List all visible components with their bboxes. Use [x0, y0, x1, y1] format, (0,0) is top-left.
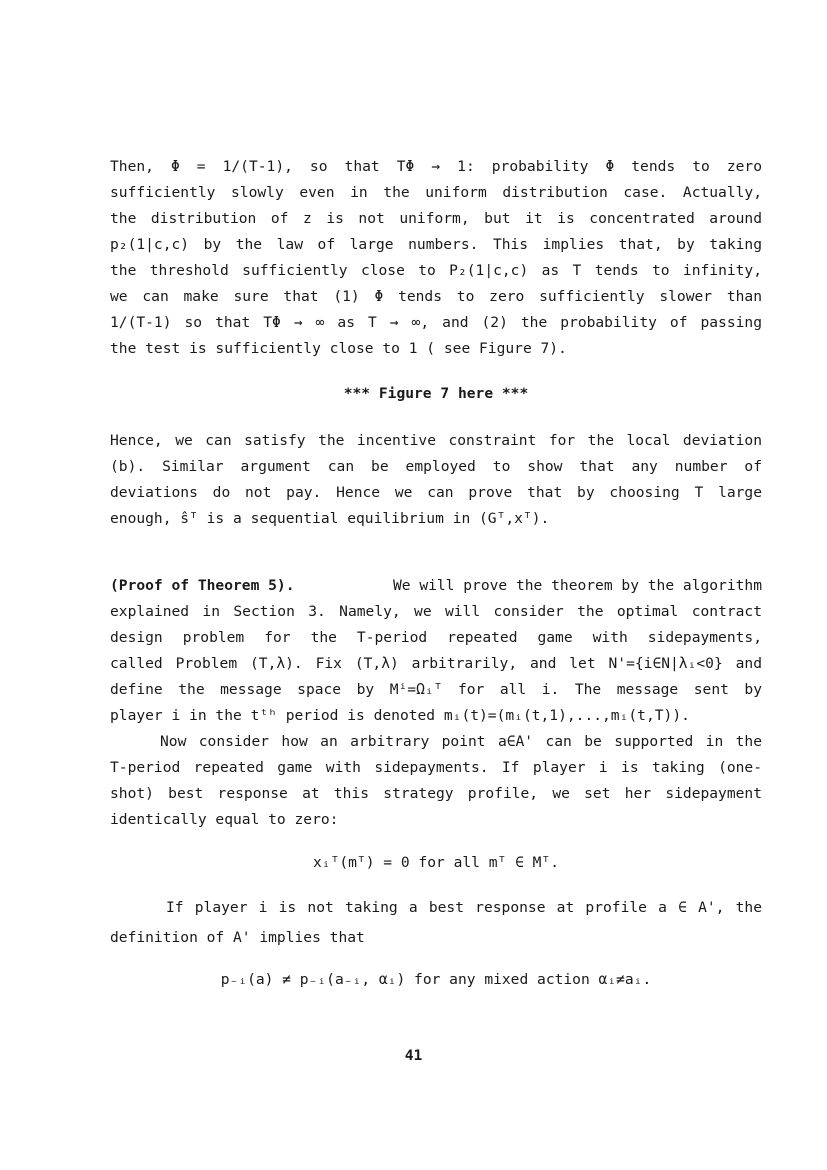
equation-sidepayment-zero: xᵢᵀ(mᵀ) = 0 for all mᵀ ∈ Mᵀ.: [312, 854, 559, 871]
text-line: 1/(T-1) so that TΦ → ∞ as T → ∞, and (2) the probability of passing: [110, 314, 762, 331]
text-line: identically equal to zero:: [110, 811, 339, 828]
text-line: Then, Φ = 1/(T-1), so that TΦ → 1: probability Φ tends to zero: [110, 158, 762, 175]
text-line: player i in the tᵗʰ period is denoted mᵢ(t)=(mᵢ(t,1),...,mᵢ(t,T)).: [110, 707, 690, 724]
text-line: the test is sufficiently close to 1 ( see Figure 7).: [110, 340, 567, 357]
text-line: (b). Similar argument can be employed to show that any number of: [110, 458, 762, 475]
text-line: design problem for the T-period repeated game with sidepayments,: [110, 629, 762, 646]
text-line: called Problem (T,λ). Fix (T,λ) arbitrarily, and let N'={i∈N|λᵢ<0} and: [110, 655, 762, 672]
text-line: Hence, we can satisfy the incentive constraint for the local deviation: [110, 432, 762, 449]
text-line: define the message space by Mⁱ=Ωᵢᵀ for all i. The message sent by: [110, 681, 762, 698]
proof-heading: (Proof of Theorem 5).: [110, 577, 295, 594]
text-line: definition of A' implies that: [110, 929, 365, 946]
text-line: If player i is not taking a best response at profile a ∈ A', the: [166, 899, 762, 916]
text-line: the threshold sufficiently close to P₂(1|c,c) as T tends to infinity,: [110, 262, 762, 279]
text-line: [110, 576, 762, 596]
text-line: sufficiently slowly even in the uniform distribution case. Actually,: [110, 184, 762, 201]
text-line: we can make sure that (1) Φ tends to zero sufficiently slower than: [110, 288, 762, 305]
text-line: explained in Section 3. Namely, we will consider the optimal contract: [110, 603, 762, 620]
text-line: T-period repeated game with sidepayments. If player i is taking (one-: [110, 759, 762, 776]
text-line: deviations do not pay. Hence we can prove that by choosing T large: [110, 484, 762, 501]
page-number: 41: [404, 1047, 423, 1064]
figure-placeholder-note: *** Figure 7 here ***: [343, 385, 529, 402]
text-line: enough, ŝᵀ is a sequential equilibrium in (Gᵀ,xᵀ).: [110, 510, 550, 527]
text-line: the distribution of z is not uniform, but it is concentrated around: [110, 210, 762, 227]
text-line: shot) best response at this strategy profile, we set her sidepayment: [110, 785, 762, 802]
proof-heading-continuation: We will prove the theorem by the algorithm: [392, 577, 762, 594]
text-line: p₂(1|c,c) by the law of large numbers. This implies that, by taking: [110, 236, 762, 253]
equation-distribution-inequality: p₋ᵢ(a) ≠ p₋ᵢ(a₋ᵢ, αᵢ) for any mixed action αᵢ≠aᵢ.: [220, 971, 652, 988]
text-line: Now consider how an arbitrary point a∈A' can be supported in the: [160, 733, 762, 750]
